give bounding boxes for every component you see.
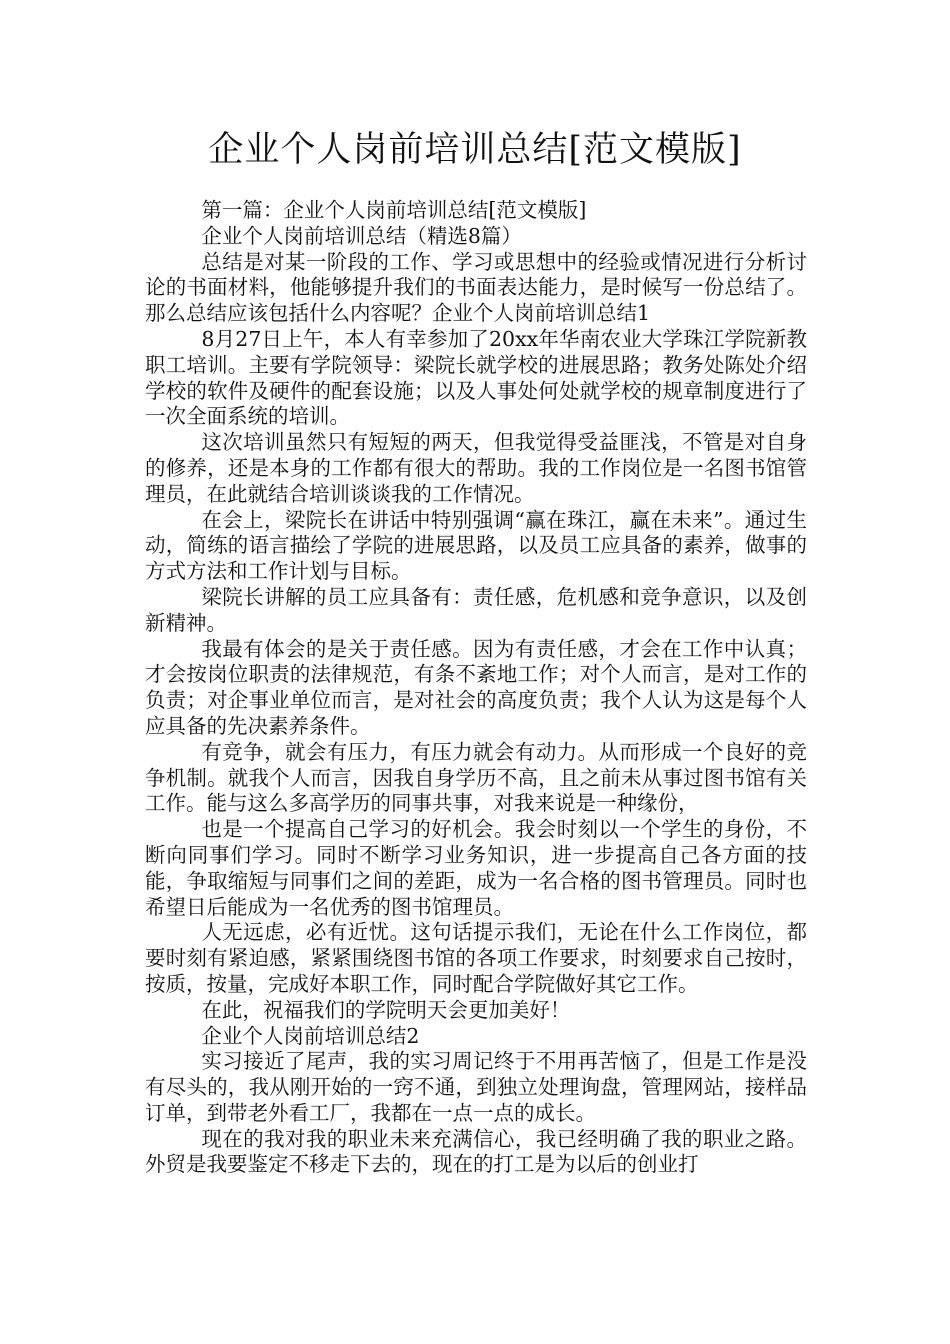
paragraph: 也是一个提高自己学习的好机会。我会时刻以一个学生的身份，不断向同事们学习。同时不断学习业务知识，进一步提高自己各方面的技能，争取缩短与同事们之间的差距，成为一名合格的图书管理员。同时也希望日后能成为一名优秀的图书馆理员。 <box>145 817 807 919</box>
paragraph: 在此，祝福我们的学院明天会更加美好！ <box>201 997 571 1022</box>
paragraph: 总结是对某一阶段的工作、学习或思想中的经验或情况进行分析讨论的书面材料，他能够提升我们的书面表达能力，是时候写一份总结了。那么总结应该包括什么内容呢？企业个人岗前培训总结1 <box>145 249 807 326</box>
section-heading: 第一篇：企业个人岗前培训总结[范文模版] <box>201 198 587 222</box>
section-heading: 企业个人岗前培训总结2 <box>201 1023 420 1048</box>
paragraph: 这次培训虽然只有短短的两天，但我觉得受益匪浅，不管是对自身的修养，还是本身的工作都有很大的帮助。我的工作岗位是一名图书馆管理员，在此就结合培训谈谈我的工作情况。 <box>145 430 807 506</box>
paragraph: 梁院长讲解的员工应具备有：责任感，危机感和竞争意识，以及创新精神。 <box>145 584 807 635</box>
document-body <box>145 198 807 1178</box>
subtitle: 企业个人岗前培训总结（精选8篇） <box>201 223 522 248</box>
paragraph: 在会上，梁院长在讲话中特别强调“赢在珠江，赢在未来”。通过生动，简练的语言描绘了学院的进展思路，以及员工应具备的素养，做事的方式方法和工作计划与目标。 <box>145 507 807 584</box>
paragraph: 8月27日上午，本人有幸参加了20xx年华南农业大学珠江学院新教职工培训。主要有学院领导：梁院长就学校的进展思路；教务处陈处介绍学校的软件及硬件的配套设施；以及人事处何处就学校的规章制度进行了一次全面系统的培训。 <box>145 326 807 429</box>
paragraph: 现在的我对我的职业未来充满信心，我已经明确了我的职业之路。外贸是我要鉴定不移走下去的，现在的打工是为以后的创业打 <box>145 1126 807 1177</box>
paragraph: 人无远虑，必有近忧。这句话提示我们，无论在什么工作岗位，都要时刻有紧迫感，紧紧围绕图书馆的各项工作要求，时刻要求自己按时，按质，按量，完成好本职工作，同时配合学院做好其它工作。 <box>145 920 807 996</box>
paragraph: 有竞争，就会有压力，有压力就会有动力。从而形成一个良好的竞争机制。就我个人而言，因我自身学历不高，且之前未从事过图书馆有关工作。能与这么多高学历的同事共事，对我来说是一种缘份， <box>145 739 807 816</box>
document-title: 企业个人岗前培训总结[范文模版] <box>208 130 742 170</box>
paragraph: 我最有体会的是关于责任感。因为有责任感，才会在工作中认真；才会按岗位职责的法律规范，有条不紊地工作；对个人而言，是对工作的负责；对企事业单位而言，是对社会的高度负责；我个人认为这是每个人应具备的先决素养条件。 <box>145 636 807 738</box>
paragraph: 实习接近了尾声，我的实习周记终于不用再苦恼了，但是工作是没有尽头的，我从刚开始的一窍不通，到独立处理询盘，管理网站，接样品订单，到带老外看工厂，我都在一点一点的成长。 <box>145 1049 807 1125</box>
